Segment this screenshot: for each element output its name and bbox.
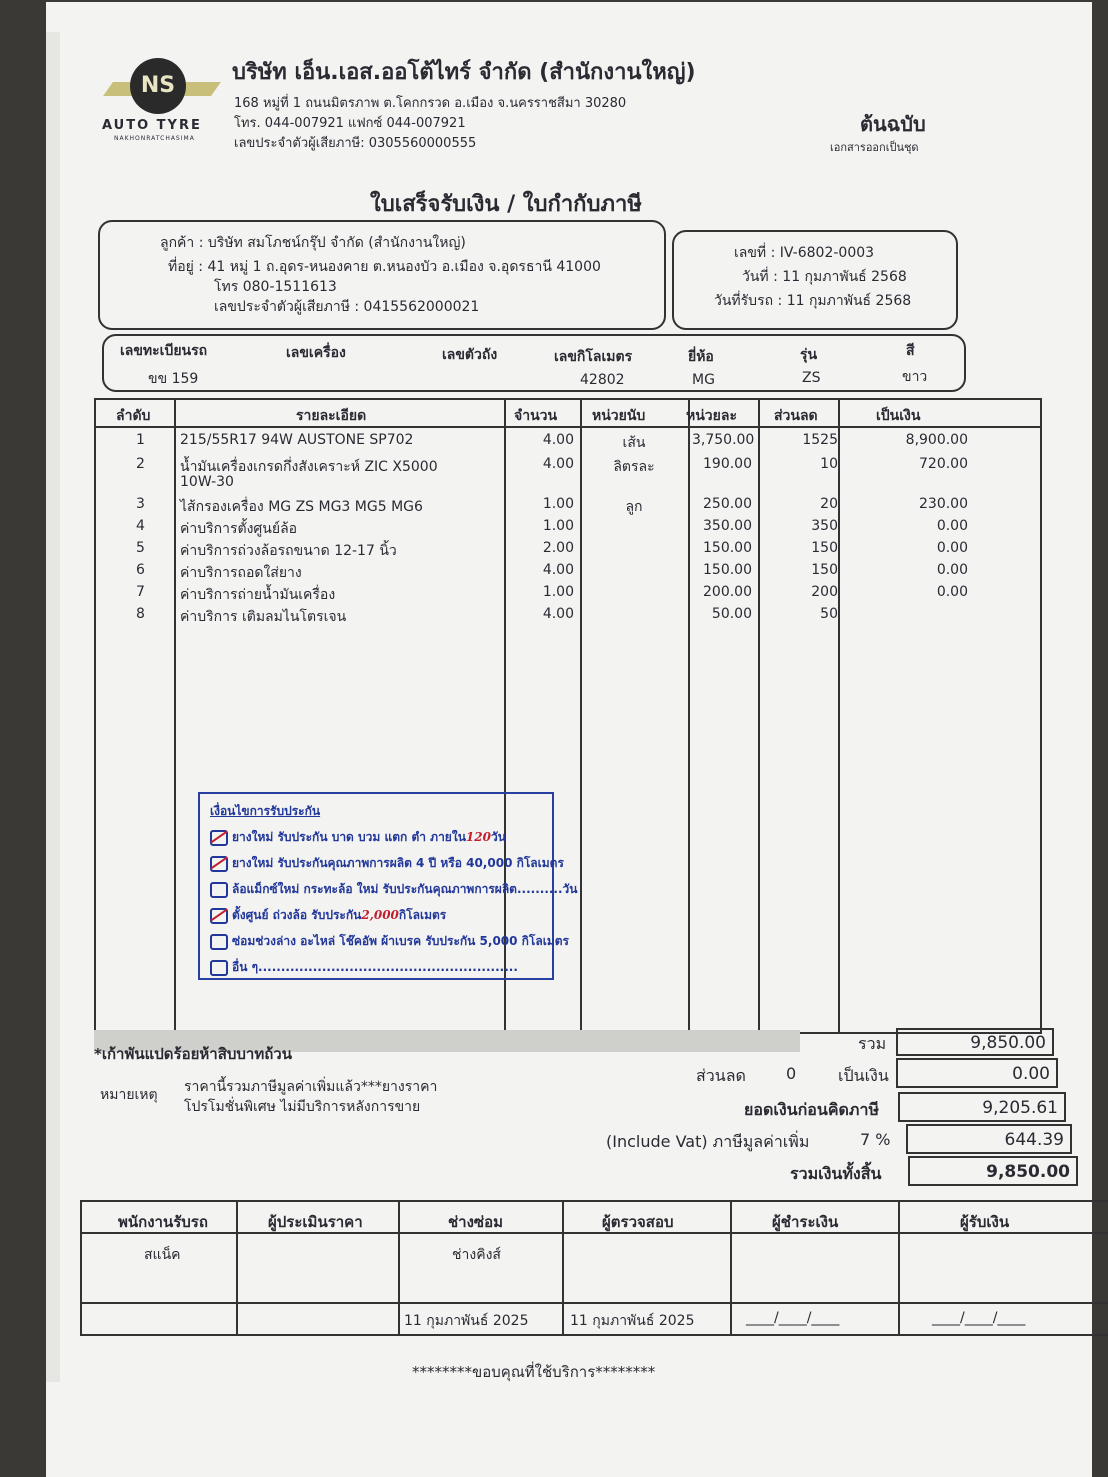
cell-amount: 0.00 bbox=[936, 518, 968, 534]
checkbox-icon bbox=[210, 882, 228, 898]
cell-no: 2 bbox=[136, 456, 145, 472]
cell-qty: 1.00 bbox=[542, 584, 574, 600]
pretax-label: ยอดเงินก่อนคิดภาษี bbox=[744, 1100, 879, 1119]
cell-price: 250.00 bbox=[703, 496, 752, 512]
cell-desc: 215/55R17 94W AUSTONE SP702 bbox=[180, 432, 414, 448]
sig-header: ผู้รับเงิน bbox=[960, 1213, 1010, 1231]
company-name: บริษัท เอ็น.เอส.ออโต้ไทร์ จำกัด (สำนักงานใหญ่) bbox=[232, 60, 696, 85]
vehicle-header-engine: เลขเครื่อง bbox=[286, 345, 346, 361]
cell-qty: 4.00 bbox=[542, 432, 574, 448]
cell-no: 3 bbox=[136, 496, 145, 512]
checkbox-icon bbox=[210, 934, 228, 950]
cell-qty: 4.00 bbox=[542, 562, 574, 578]
net-value: 0.00 bbox=[896, 1058, 1058, 1088]
cell-desc: น้ำมันเครื่องเกรดกึ่งสังเคราะห์ ZIC X5000 bbox=[180, 459, 438, 475]
vat-label: (Include Vat) ภาษีมูลค่าเพิ่ม bbox=[606, 1132, 810, 1151]
col-divider bbox=[562, 1202, 564, 1334]
cell-no: 5 bbox=[136, 540, 145, 556]
cell-no: 8 bbox=[136, 606, 145, 622]
cell-amount: 0.00 bbox=[936, 562, 968, 578]
warranty-stamp bbox=[198, 792, 578, 980]
company-logo bbox=[100, 52, 220, 144]
warranty-item bbox=[210, 958, 518, 977]
sig-name: ช่างคิงส์ bbox=[452, 1247, 501, 1263]
paper-shadow-edge bbox=[46, 32, 60, 1382]
warranty-item-suffix: กิโลเมตร bbox=[398, 908, 447, 922]
vehicle-mileage: 42802 bbox=[580, 372, 625, 388]
vat-rate: 7 % bbox=[860, 1130, 891, 1149]
cell-amount: 230.00 bbox=[919, 496, 968, 512]
sum-label: รวม bbox=[858, 1034, 887, 1053]
cell-unit: เส้น bbox=[622, 435, 646, 451]
warranty-title: เงื่อนไขการรับประกัน bbox=[210, 804, 321, 818]
customer-address: 41 หมู่ 1 ถ.อุดร-หนองคาย ต.หนองบัว อ.เมือง จ.อุดรธานี 41000 bbox=[207, 259, 601, 275]
vehicle-brand: MG bbox=[692, 372, 715, 388]
cell-qty: 4.00 bbox=[542, 606, 574, 622]
customer-phone: โทร 080-1511613 bbox=[214, 279, 337, 295]
row-divider bbox=[82, 1232, 1108, 1234]
cell-discount: 50 bbox=[820, 606, 838, 622]
cell-discount: 150 bbox=[811, 562, 838, 578]
invoice-number-row bbox=[734, 242, 874, 264]
company-address-block bbox=[234, 94, 626, 154]
received-date-label: วันที่รับรถ : bbox=[714, 293, 783, 309]
checkbox-icon bbox=[210, 960, 228, 976]
company-address: 168 หมู่ที่ 1 ถนนมิตรภาพ ต.โคกกรวด อ.เมือง จ.นครราชสีมา 30280 bbox=[234, 96, 627, 111]
cell-qty: 2.00 bbox=[542, 540, 574, 556]
checked-box-icon bbox=[210, 856, 228, 872]
cell-price: 3,750.00 bbox=[692, 432, 755, 448]
thanks-footer: ********ขอบคุณที่ใช้บริการ******** bbox=[412, 1363, 656, 1381]
pretax-value: 9,205.61 bbox=[898, 1092, 1066, 1122]
cell-qty: 4.00 bbox=[542, 456, 574, 472]
warranty-item-text: ล้อแม็กซ์ใหม่ กระทะล้อ ใหม่ รับประกันคุณภาพการผลิต..........วัน bbox=[232, 882, 578, 896]
cell-price: 350.00 bbox=[703, 518, 752, 534]
document-title: ใบเสร็จรับเงิน / ใบกำกับภาษี bbox=[370, 192, 642, 217]
col-divider bbox=[580, 400, 582, 1032]
row-divider bbox=[82, 1302, 1108, 1304]
sig-date: 11 กุมภาพันธ์ 2025 bbox=[570, 1313, 695, 1329]
sig-header: พนักงานรับรถ bbox=[118, 1213, 208, 1231]
col-divider bbox=[236, 1202, 238, 1334]
customer-address-row bbox=[168, 256, 601, 278]
warranty-item-text: ตั้งศูนย์ ถ่วงล้อ รับประกัน bbox=[232, 908, 362, 922]
cell-unit: ลูก bbox=[625, 499, 643, 515]
col-divider bbox=[758, 400, 760, 1032]
logo-brand: AUTO TYRE bbox=[102, 118, 202, 133]
cell-amount: 720.00 bbox=[919, 456, 968, 472]
cell-desc: ค่าบริการถอดใส่ยาง bbox=[180, 565, 302, 581]
customer-tax-id: เลขประจำตัวผู้เสียภาษี : 0415562000021 bbox=[214, 299, 480, 315]
cell-amount: 0.00 bbox=[936, 584, 968, 600]
amount-in-words: *เก้าพันแปดร้อยห้าสิบบาทถ้วน bbox=[94, 1045, 292, 1063]
cell-price: 200.00 bbox=[703, 584, 752, 600]
col-divider bbox=[174, 400, 176, 1032]
vehicle-color: ขาว bbox=[902, 369, 928, 385]
grand-total-value: 9,850.00 bbox=[908, 1156, 1078, 1186]
cell-discount: 10 bbox=[820, 456, 838, 472]
warranty-item bbox=[210, 932, 569, 951]
vehicle-header-brand: ยี่ห้อ bbox=[688, 349, 714, 365]
cell-price: 190.00 bbox=[703, 456, 752, 472]
vehicle-header-model: รุ่น bbox=[800, 347, 818, 363]
cell-unit: ลิตรละ bbox=[613, 459, 655, 475]
col-divider bbox=[688, 400, 690, 1032]
signature-table bbox=[80, 1200, 1108, 1336]
th-qty: จำนวน bbox=[514, 408, 558, 424]
cell-discount: 1525 bbox=[802, 432, 838, 448]
warranty-item-suffix: วัน bbox=[490, 830, 506, 844]
invoice-date: 11 กุมภาพันธ์ 2568 bbox=[782, 269, 907, 285]
sig-header: ผู้ตรวจสอบ bbox=[602, 1213, 674, 1231]
warranty-item bbox=[210, 854, 564, 873]
cell-desc: ค่าบริการ เติมลมไนโตรเจน bbox=[180, 609, 347, 625]
cell-discount: 200 bbox=[811, 584, 838, 600]
cell-discount: 20 bbox=[820, 496, 838, 512]
cell-price: 150.00 bbox=[703, 562, 752, 578]
warranty-item-text: ยางใหม่ รับประกัน บาด บวม แตก ตำ ภายใน bbox=[232, 830, 466, 844]
cell-desc-line2: 10W-30 bbox=[180, 474, 234, 490]
th-desc: รายละเอียด bbox=[296, 408, 367, 424]
th-no: ลำดับ bbox=[116, 408, 151, 424]
col-divider bbox=[898, 1202, 900, 1334]
cell-qty: 1.00 bbox=[542, 496, 574, 512]
invoice-number-label: เลขที่ : bbox=[734, 245, 776, 261]
vehicle-box bbox=[102, 334, 966, 392]
invoice-meta-box bbox=[672, 230, 958, 330]
discount-label: ส่วนลด bbox=[696, 1066, 746, 1085]
cell-desc: ไส้กรองเครื่อง MG ZS MG3 MG5 MG6 bbox=[180, 499, 423, 515]
cell-no: 4 bbox=[136, 518, 145, 534]
invoice-date-label: วันที่ : bbox=[742, 269, 778, 285]
net-label: เป็นเงิน bbox=[838, 1066, 889, 1085]
warranty-handwritten-value: 2,000 bbox=[361, 908, 399, 922]
sig-date: ____/____/____ bbox=[932, 1310, 1026, 1326]
sig-date: ____/____/____ bbox=[746, 1310, 840, 1326]
th-amount: เป็นเงิน bbox=[876, 408, 921, 424]
cell-price: 50.00 bbox=[711, 606, 752, 622]
logo-mark: NS bbox=[130, 58, 186, 114]
logo-sub: NAKHONRATCHASIMA bbox=[114, 135, 195, 142]
sum-value: 9,850.00 bbox=[896, 1028, 1054, 1056]
copy-sub-label: เอกสารออกเป็นชุด bbox=[830, 141, 919, 154]
cell-amount: 0.00 bbox=[936, 540, 968, 556]
warranty-item-text: ยางใหม่ รับประกันคุณภาพการผลิต 4 ปี หรือ 40,000 กิโลเมตร bbox=[232, 856, 564, 870]
cell-no: 1 bbox=[136, 432, 145, 448]
company-tax-id: เลขประจำตัวผู้เสียภาษี: 0305560000555 bbox=[234, 136, 477, 151]
warranty-item-text: ซ่อมช่วงล่าง อะไหล่ โช๊คอัพ ผ้าเบรค รับประกัน 5,000 กิโลเมตร bbox=[232, 934, 569, 948]
col-divider bbox=[838, 400, 840, 1032]
col-divider bbox=[730, 1202, 732, 1334]
cell-discount: 150 bbox=[811, 540, 838, 556]
sig-header: ผู้ประเมินราคา bbox=[268, 1213, 363, 1231]
customer-name: บริษัท สมโภชน์กรุ๊ป จำกัด (สำนักงานใหญ่) bbox=[207, 235, 466, 251]
company-phone: โทร. 044-007921 แฟกซ์ 044-007921 bbox=[234, 116, 466, 131]
sig-name: สแน็ค bbox=[144, 1247, 181, 1263]
invoice-number: IV-6802-0003 bbox=[779, 245, 875, 261]
warranty-item-text: อื่น ๆ......................................................... bbox=[232, 960, 518, 974]
customer-box bbox=[98, 220, 666, 330]
th-price: หน่วยละ bbox=[686, 408, 737, 424]
customer-name-label: ลูกค้า : bbox=[160, 235, 204, 251]
sig-header: ช่างซ่อม bbox=[448, 1213, 504, 1231]
grand-total-label: รวมเงินทั้งสิ้น bbox=[790, 1164, 882, 1183]
cell-no: 6 bbox=[136, 562, 145, 578]
cell-price: 150.00 bbox=[703, 540, 752, 556]
customer-address-label: ที่อยู่ : bbox=[168, 259, 204, 275]
vehicle-plate: ขข 159 bbox=[148, 371, 199, 387]
received-date-row bbox=[714, 290, 911, 312]
cell-discount: 350 bbox=[811, 518, 838, 534]
received-date: 11 กุมภาพันธ์ 2568 bbox=[786, 293, 912, 309]
cell-desc: ค่าบริการถ่วงล้อรถขนาด 12-17 นิ้ว bbox=[180, 543, 397, 559]
cell-desc: ค่าบริการถ่ายน้ำมันเครื่อง bbox=[180, 587, 336, 603]
note-label: หมายเหตุ bbox=[100, 1087, 158, 1103]
warranty-handwritten-value: 120 bbox=[465, 830, 491, 844]
sig-header: ผู้ชำระเงิน bbox=[772, 1213, 839, 1231]
checked-box-icon bbox=[210, 908, 228, 924]
sig-date: 11 กุมภาพันธ์ 2025 bbox=[404, 1313, 529, 1329]
vehicle-model: ZS bbox=[802, 370, 821, 386]
warranty-item bbox=[210, 880, 578, 899]
discount-value: 0 bbox=[786, 1064, 797, 1083]
vehicle-header-chassis: เลขตัวถัง bbox=[442, 347, 498, 363]
vat-value: 644.39 bbox=[906, 1124, 1072, 1154]
note-line2: โปรโมชั่นพิเศษ ไม่มีบริการหลังการขาย bbox=[184, 1099, 421, 1115]
th-discount: ส่วนลด bbox=[774, 408, 818, 424]
copy-label: ต้นฉบับ bbox=[860, 112, 926, 136]
invoice-date-row bbox=[742, 266, 907, 288]
cell-amount: 8,900.00 bbox=[905, 432, 968, 448]
warranty-item bbox=[210, 906, 446, 925]
cell-qty: 1.00 bbox=[542, 518, 574, 534]
vehicle-header-plate: เลขทะเบียนรถ bbox=[120, 343, 208, 359]
cell-desc: ค่าบริการตั้งศูนย์ล้อ bbox=[180, 521, 298, 537]
warranty-item bbox=[210, 828, 506, 847]
col-divider bbox=[398, 1202, 400, 1334]
checked-box-icon bbox=[210, 830, 228, 846]
vehicle-header-color: สี bbox=[906, 343, 915, 359]
vehicle-header-mileage: เลขกิโลเมตร bbox=[554, 349, 633, 365]
note-line1: ราคานี้รวมภาษีมูลค่าเพิ่มแล้ว***ยางราคา bbox=[184, 1079, 438, 1095]
cell-no: 7 bbox=[136, 584, 145, 600]
th-unit: หน่วยนับ bbox=[592, 408, 646, 424]
customer-name-row bbox=[160, 232, 466, 254]
